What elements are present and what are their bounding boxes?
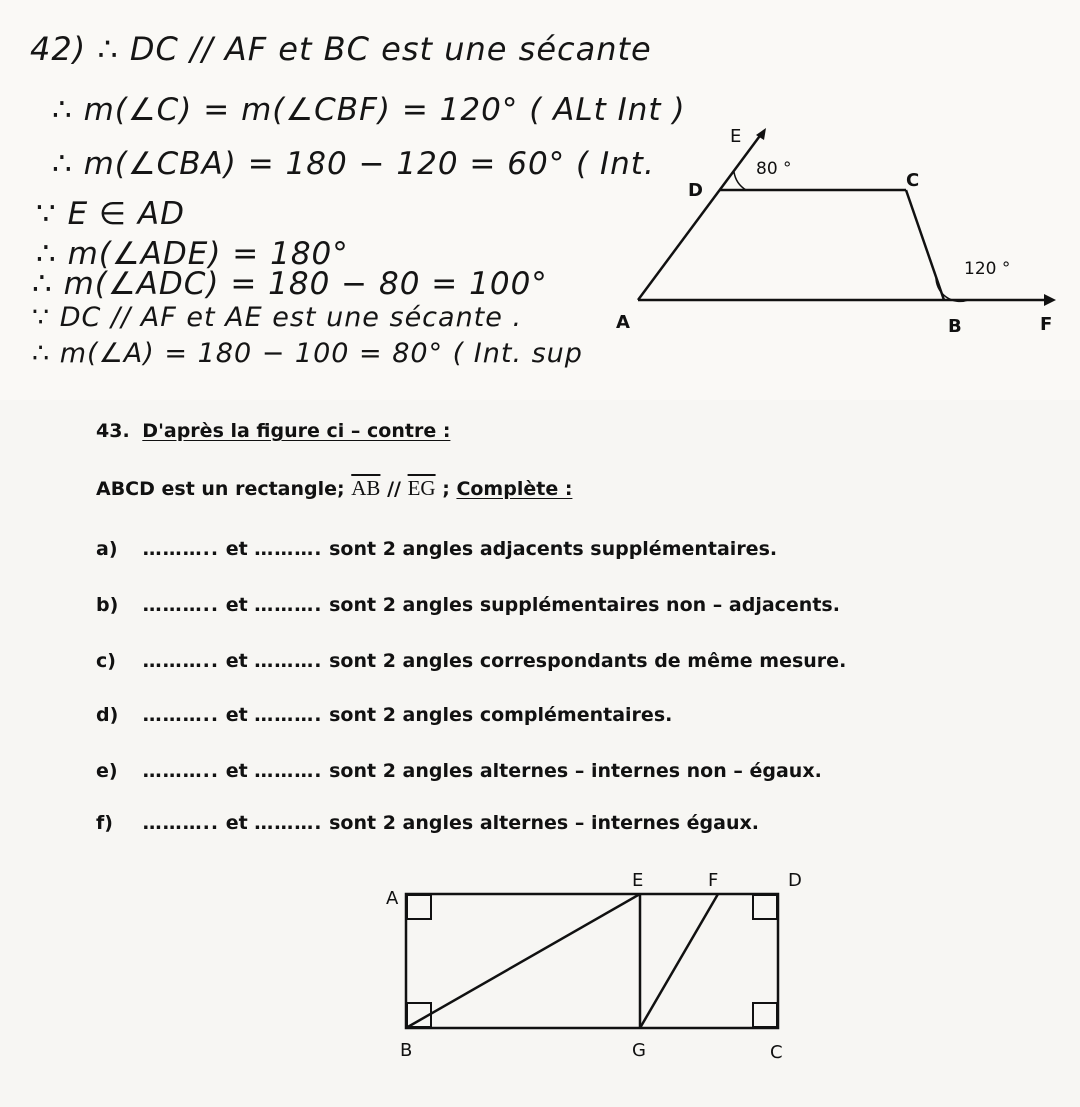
line-ae [638, 133, 762, 300]
point-label-c: C [906, 170, 920, 191]
right-angle-mark-d [753, 895, 777, 919]
question-item-a [96, 538, 777, 560]
item-text: sont 2 angles correspondants de même mesure. [329, 650, 847, 672]
item-and: et [225, 704, 248, 726]
handwritten-line: ∵ DC // AF et AE est une sécante . [32, 302, 523, 333]
answer-blank-1[interactable]: ……….. [142, 650, 220, 672]
answer-blank-1[interactable]: ……….. [142, 538, 220, 560]
answer-blank-2[interactable]: ………. [254, 760, 323, 782]
exercise-number: 43. [96, 420, 130, 442]
handwritten-line: 42) ∴ DC // AF et BC est une sécante [30, 30, 652, 68]
handwritten-line: ∴ m(∠CBA) = 180 − 120 = 60° ( Int. [52, 146, 655, 182]
rectangle-abcd [406, 894, 778, 1028]
item-text: sont 2 angles alternes – internes non – égaux. [329, 760, 822, 782]
answer-blank-1[interactable]: ……….. [142, 594, 220, 616]
item-text: sont 2 angles complémentaires. [329, 704, 673, 726]
exercise-heading [96, 420, 450, 442]
question-item-f [96, 812, 759, 834]
point-label-a: A [386, 888, 399, 909]
segment-ab: $\overline{AB}$ [351, 476, 381, 500]
handwritten-line: ∵ E ∈ AD [36, 196, 185, 232]
parallel-symbol: // [387, 478, 401, 500]
item-and: et [225, 760, 248, 782]
angle-arc-80 [734, 172, 746, 190]
handwritten-line: ∴ m(∠A) = 180 − 100 = 80° ( Int. sup [32, 338, 583, 369]
item-letter: e) [96, 760, 118, 782]
item-and: et [225, 538, 248, 560]
segment-gf [640, 894, 718, 1028]
item-text: sont 2 angles supplémentaires non – adjacents. [329, 594, 840, 616]
segment-eg: $\overline{EG}$ [407, 476, 436, 500]
item-letter: c) [96, 650, 116, 672]
answer-blank-2[interactable]: ………. [254, 538, 323, 560]
answer-blank-1[interactable]: ……….. [142, 812, 220, 834]
intro-text: ABCD est un rectangle; [96, 478, 345, 500]
answer-blank-1[interactable]: ……….. [142, 704, 220, 726]
exercise-title: D'après la figure ci – contre : [142, 420, 451, 442]
trapezoid-figure [600, 120, 1070, 350]
handwritten-solution [0, 0, 1080, 400]
point-label-f: F [708, 870, 719, 891]
item-and: et [225, 650, 248, 672]
item-letter: d) [96, 704, 119, 726]
separator: ; [442, 478, 450, 500]
item-letter: b) [96, 594, 119, 616]
handwritten-line: ∴ m(∠ADE) = 180° [36, 236, 349, 272]
point-label-c: C [770, 1042, 783, 1063]
segment-be [406, 894, 640, 1028]
answer-blank-2[interactable]: ………. [254, 704, 323, 726]
item-and: et [225, 812, 248, 834]
question-item-b [96, 594, 840, 616]
right-angle-mark-a [407, 895, 431, 919]
point-label-b: B [400, 1040, 413, 1061]
point-label-e: E [632, 870, 644, 891]
answer-blank-2[interactable]: ………. [254, 650, 323, 672]
point-label-f: F [1040, 314, 1053, 335]
rectangle-figure [380, 860, 820, 1070]
point-label-a: A [616, 312, 630, 333]
point-label-e: E [730, 126, 742, 147]
handwritten-line: ∴ m(∠ADC) = 180 − 80 = 100° [32, 266, 548, 302]
point-label-b: B [948, 316, 962, 337]
point-label-d: D [788, 870, 802, 891]
item-text: sont 2 angles adjacents supplémentaires. [329, 538, 778, 560]
item-and: et [225, 594, 248, 616]
point-label-g: G [632, 1040, 646, 1061]
point-label-d: D [688, 180, 703, 201]
complete-label: Complète : [456, 478, 573, 500]
question-item-e [96, 760, 822, 782]
answer-blank-2[interactable]: ………. [254, 812, 323, 834]
question-item-c [96, 650, 846, 672]
angle-label-120: 120 ° [964, 259, 1011, 279]
item-text: sont 2 angles alternes – internes égaux. [329, 812, 759, 834]
segment-cb [906, 190, 944, 300]
item-letter: a) [96, 538, 118, 560]
arrow-f [1044, 294, 1056, 306]
item-letter: f) [96, 812, 113, 834]
answer-blank-1[interactable]: ……….. [142, 760, 220, 782]
answer-blank-2[interactable]: ………. [254, 594, 323, 616]
handwritten-line: ∴ m(∠C) = m(∠CBF) = 120° ( ALt Int ) [52, 92, 686, 128]
question-item-d [96, 704, 672, 726]
right-angle-mark-c [753, 1003, 777, 1027]
angle-label-80: 80 ° [756, 159, 792, 179]
exercise-intro [96, 476, 572, 501]
